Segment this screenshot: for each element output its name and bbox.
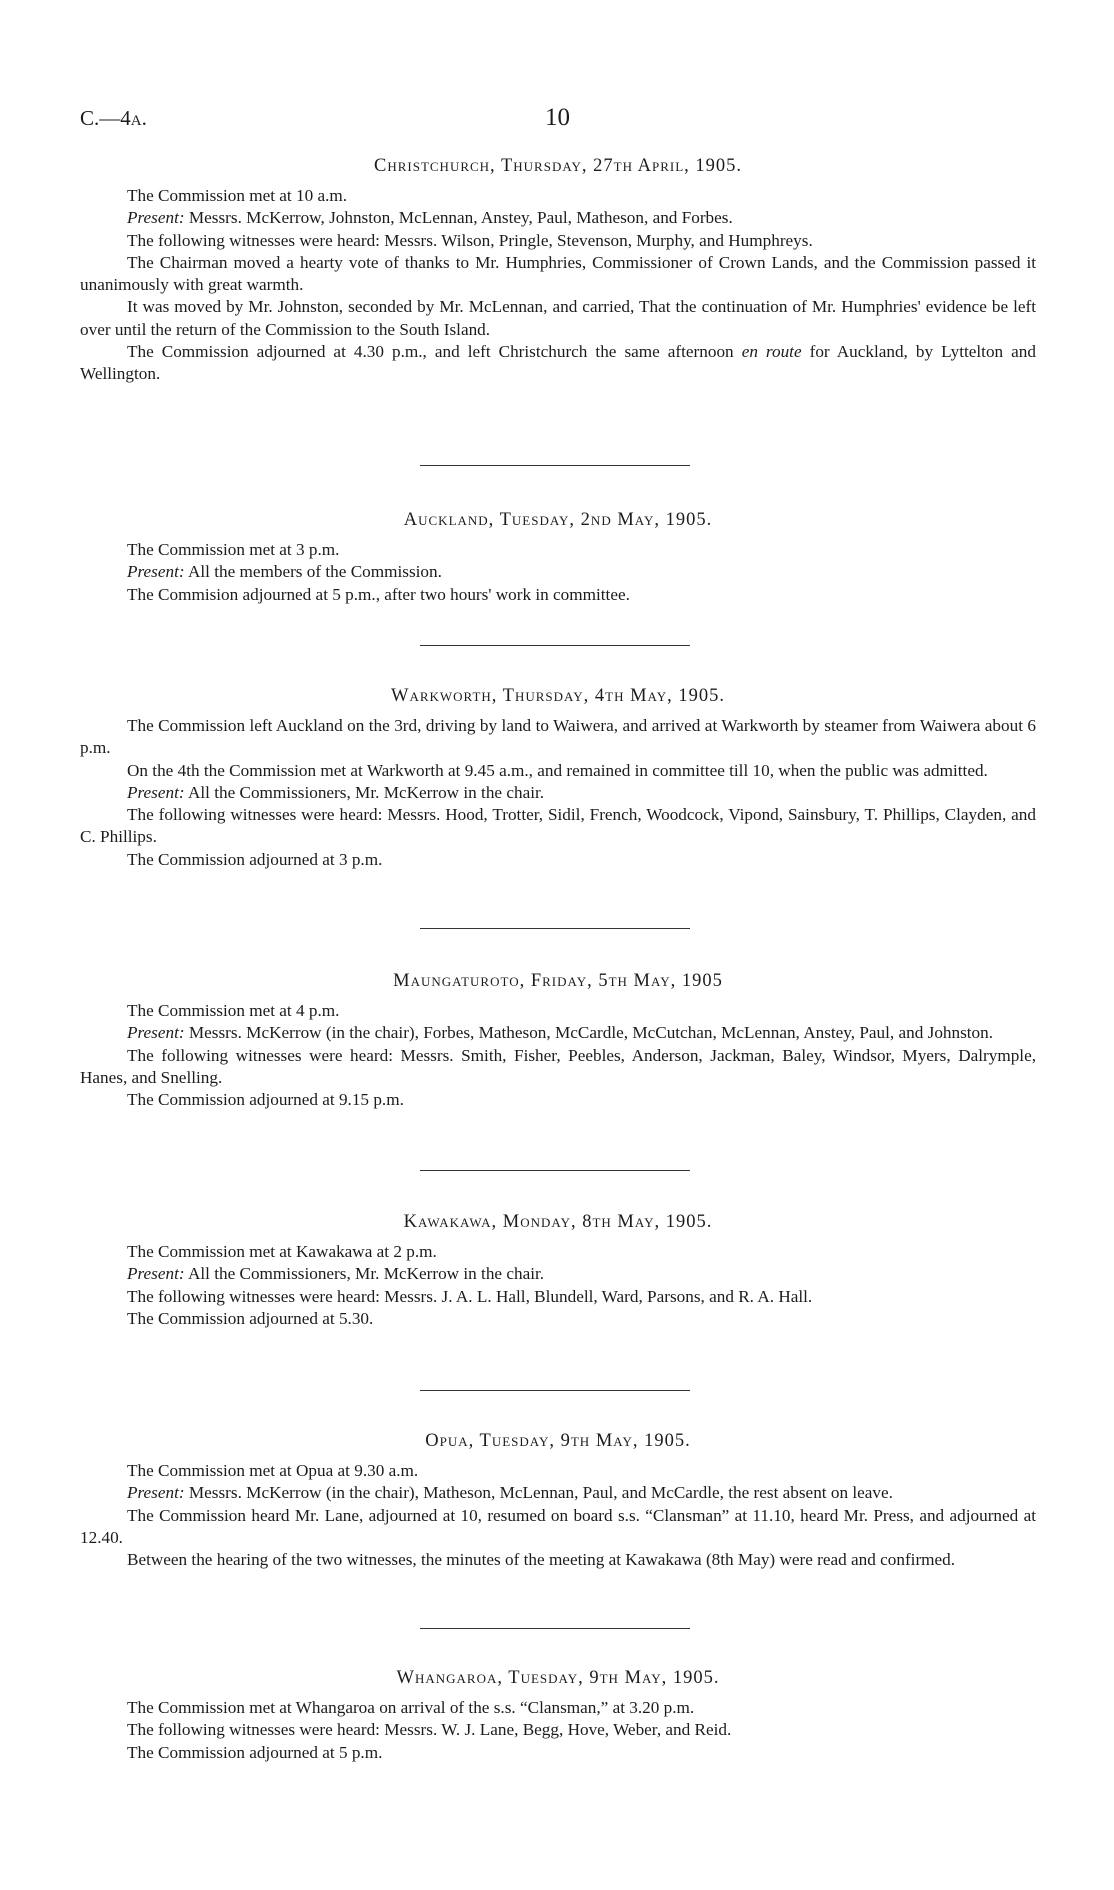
section-title: Christchurch, Thursday, 27th April, 1905. (373, 156, 743, 176)
paragraph: The Commission adjourned at 3 p.m. (127, 849, 383, 869)
paragraph: The Commission heard Mr. Lane, adjourned at 10, resumed on board s.s. “Clansman” at 11.10, heard Mr. Press, and adjourned at 12.40. (80, 1505, 1036, 1547)
paragraph: Present: Messrs. McKerrow, Johnston, McLennan, Anstey, Paul, Matheson, and Forbes. (127, 208, 733, 228)
paragraph: The Commission met at Whangaroa on arrival of the s.s. “Clansman,” at 3.20 p.m. (127, 1698, 695, 1717)
present-label: Present: (127, 1264, 185, 1284)
emphasis: en route (741, 342, 802, 362)
paragraph: It was moved by Mr. Johnston, seconded by Mr. McLennan, and carried, That the continuation of Mr. Humphries' evidence be left over until the return of the Commission to the South Island. (80, 297, 1036, 339)
section-title: Opua, Tuesday, 9th May, 1905. (425, 1431, 691, 1451)
section-title: Auckland, Tuesday, 2nd May, 1905. (403, 510, 713, 530)
paragraph: The Commission met at 3 p.m. (127, 540, 340, 559)
present-label: Present: (127, 1483, 185, 1503)
section-title: Kawakawa, Monday, 8th May, 1905. (403, 1212, 713, 1232)
section-divider (420, 928, 690, 929)
paragraph: The Commission adjourned at 5.30. (127, 1308, 374, 1328)
present-label: Present: (127, 782, 185, 802)
paragraph: The Commission left Auckland on the 3rd, driving by land to Waiwera, and arrived at Warkworth by steamer from Waiwera about 6 p.m. (80, 716, 1036, 758)
section-kawakawa (80, 1212, 1036, 1330)
paragraph: The following witnesses were heard: Messrs. Wilson, Pringle, Stevenson, Murphy, and Humphreys. (127, 230, 813, 250)
present-label: Present: (127, 1023, 185, 1043)
paragraph: Present: Messrs. McKerrow (in the chair), Matheson, McLennan, Paul, and McCardle, the rest absent on leave. (127, 1483, 893, 1503)
paragraph: The following witnesses were heard: Messrs. J. A. L. Hall, Blundell, Ward, Parsons, and R. A. Hall. (127, 1286, 813, 1306)
paragraph: The Chairman moved a hearty vote of thanks to Mr. Humphries, Commissioner of Crown Lands, and the Commission passed it unanimously with great warmth. (80, 252, 1036, 295)
section-christchurch (80, 156, 1036, 386)
paragraph: Present: Messrs. McKerrow (in the chair), Forbes, Matheson, McCardle, McCutchan, McLennan, Anstey, Paul, and Johnston. (127, 1023, 994, 1043)
paragraph: Present: All the Commissioners, Mr. McKerrow in the chair. (127, 782, 545, 802)
paragraph: The Commission adjourned at 4.30 p.m., and left Christchurch the same afternoon en route for Auckland, by Lyttelton and Wellington. (80, 342, 1036, 384)
paragraph: The following witnesses were heard: Messrs. Smith, Fisher, Peebles, Anderson, Jackman, Baley, Windsor, Myers, Dalrymple, Hanes, and Snelling. (80, 1045, 1036, 1087)
section-divider (420, 645, 690, 646)
section-auckland (80, 510, 1036, 606)
present-label: Present: (127, 208, 185, 228)
section-divider (420, 1170, 690, 1171)
paragraph: Between the hearing of the two witnesses, the minutes of the meeting at Kawakawa (8th May) were read and confirmed. (127, 1550, 956, 1570)
paragraph: The Commission met at 4 p.m. (127, 1001, 340, 1020)
section-divider (420, 1390, 690, 1391)
page-number: 10 (545, 104, 570, 131)
section-title: Warkworth, Thursday, 4th May, 1905. (390, 686, 725, 706)
paragraph: The Commission met at Kawakawa at 2 p.m. (127, 1242, 437, 1261)
paragraph: The following witnesses were heard: Messrs. W. J. Lane, Begg, Hove, Weber, and Reid. (127, 1720, 732, 1740)
section-title: Whangaroa, Tuesday, 9th May, 1905. (396, 1668, 720, 1688)
section-opua (80, 1431, 1036, 1571)
paragraph: The Commision adjourned at 5 p.m., after two hours' work in committee. (127, 584, 630, 604)
section-divider (420, 1628, 690, 1629)
section-maungaturoto (80, 971, 1036, 1111)
report-reference: C.—4a. (80, 106, 147, 130)
paragraph: On the 4th the Commission met at Warkworth at 9.45 a.m., and remained in committee till 10, when the public was admitted. (127, 760, 988, 780)
section-title: Maungaturoto, Friday, 5th May, 1905 (393, 971, 723, 991)
paragraph: The Commission met at 10 a.m. (127, 186, 348, 205)
section-whangaroa (80, 1668, 1036, 1764)
paragraph: The Commission adjourned at 9.15 p.m. (127, 1090, 404, 1110)
section-warkworth (80, 686, 1036, 871)
paragraph: The Commission met at Opua at 9.30 a.m. (127, 1461, 419, 1480)
present-label: Present: (127, 562, 185, 582)
paragraph: The following witnesses were heard: Messrs. Hood, Trotter, Sidil, French, Woodcock, Vipond, Sainsbury, T. Phillips, Clayden, and C. Phillips. (80, 805, 1036, 847)
paragraph: Present: All the Commissioners, Mr. McKerrow in the chair. (127, 1264, 545, 1284)
paragraph: Present: All the members of the Commission. (127, 562, 442, 582)
paragraph: The Commission adjourned at 5 p.m. (127, 1742, 383, 1762)
section-divider (420, 465, 690, 466)
